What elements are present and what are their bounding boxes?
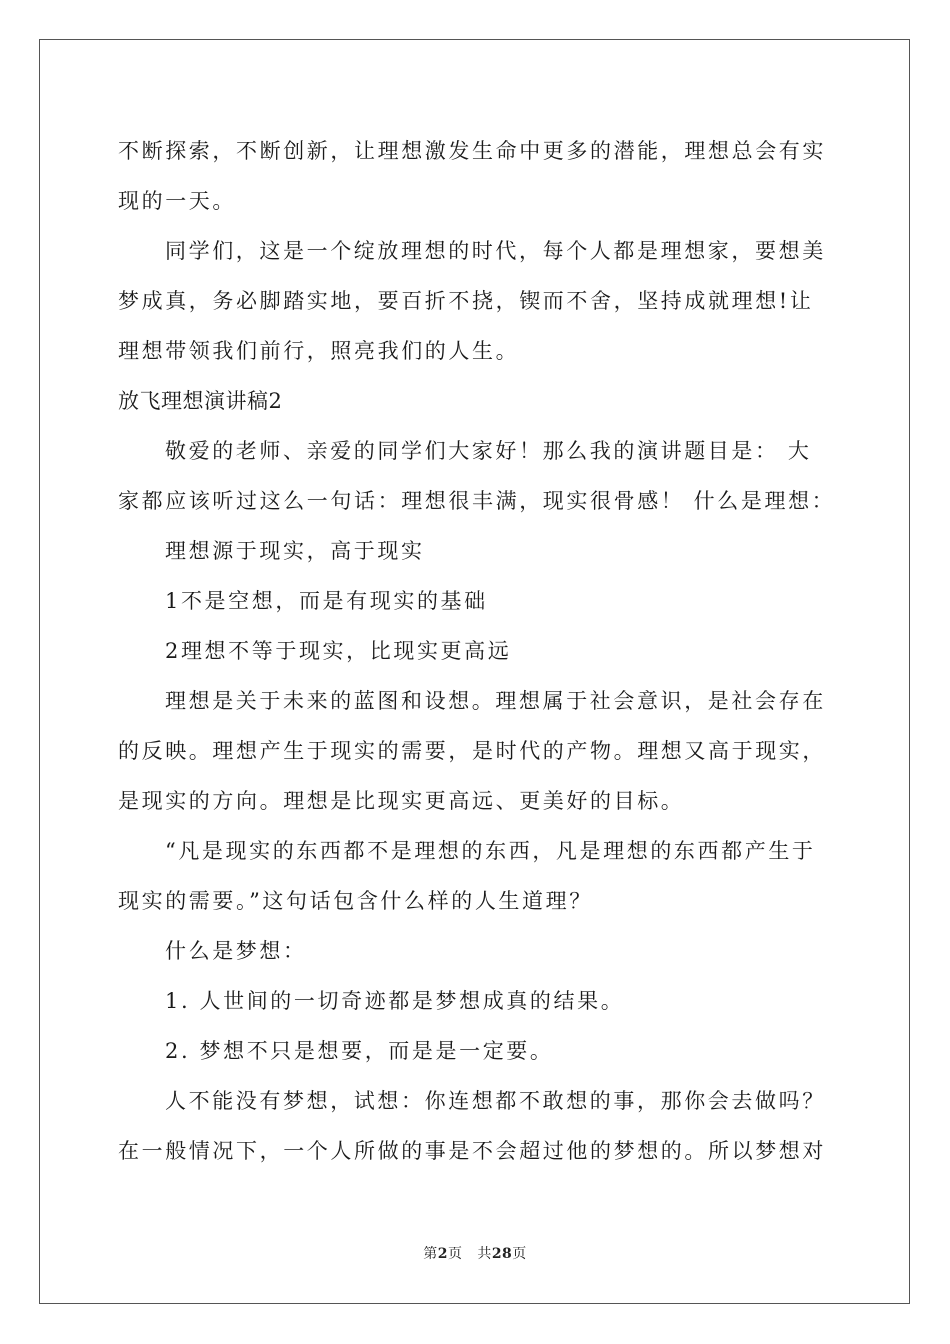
text-line-9: 理想源于现实，高于现实 <box>165 539 425 563</box>
text-line-18: 1. 人世间的一切奇迹都是梦想成真的结果。 <box>165 989 625 1013</box>
text-line-5: 理想带领我们前行，照亮我们的人生。 <box>118 339 520 363</box>
text-line-14: 是现实的方向。理想是比现实更高远、更美好的目标。 <box>118 789 685 813</box>
page-number: 2 <box>437 1246 448 1262</box>
text-line-2: 现的一天。 <box>118 189 236 213</box>
text-line-11: 2理想不等于现实，比现实更高远 <box>165 639 512 663</box>
total-prefix: 共 <box>477 1246 492 1262</box>
section-heading: 放飞理想演讲稿2 <box>118 389 283 413</box>
text-line-8: 家都应该听过这么一句话：理想很丰满，现实很骨感！ 什么是理想： <box>118 489 836 513</box>
text-line-13: 的反映。理想产生于现实的需要，是时代的产物。理想又高于现实， <box>118 739 826 763</box>
text-line-17: 什么是梦想： <box>165 939 307 963</box>
text-line-20: 人不能没有梦想，试想：你连想都不敢想的事，那你会去做吗？ <box>165 1089 826 1113</box>
text-line-21: 在一般情况下，一个人所做的事是不会超过他的梦想的。所以梦想对 <box>118 1139 826 1163</box>
text-line-7: 敬爱的老师、亲爱的同学们大家好！那么我的演讲题目是： 大 <box>165 439 812 463</box>
text-line-10: 1不是空想，而是有现实的基础 <box>165 589 488 613</box>
text-line-16: 现实的需要。”这句话包含什么样的人生道理？ <box>118 889 593 913</box>
text-line-4: 梦成真，务必脚踏实地，要百折不挠，锲而不舍，坚持成就理想!让 <box>118 289 814 313</box>
text-line-19: 2. 梦想不只是想要，而是是一定要。 <box>165 1039 554 1063</box>
page-suffix: 页 <box>447 1246 463 1262</box>
text-line-12: 理想是关于未来的蓝图和设想。理想属于社会意识，是社会存在 <box>165 689 826 713</box>
page-footer <box>0 1243 950 1263</box>
text-line-1: 不断探索，不断创新，让理想激发生命中更多的潜能，理想总会有实 <box>118 139 826 163</box>
text-line-15: “凡是现实的东西都不是理想的东西，凡是理想的东西都产生于 <box>165 839 816 863</box>
document-body <box>118 126 834 1176</box>
total-suffix: 页 <box>512 1246 527 1262</box>
page-prefix: 第 <box>423 1246 438 1262</box>
total-pages: 28 <box>491 1246 513 1262</box>
text-line-3: 同学们，这是一个绽放理想的时代，每个人都是理想家，要想美 <box>165 239 826 263</box>
